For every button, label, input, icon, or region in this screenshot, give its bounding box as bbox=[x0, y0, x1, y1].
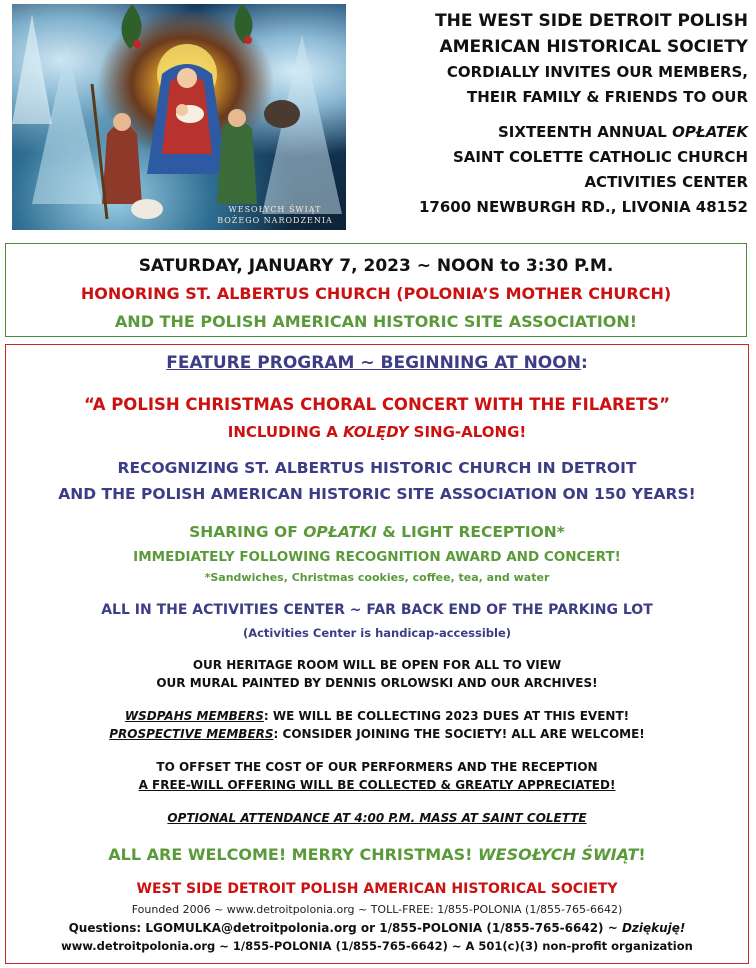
sharing-line bbox=[6, 523, 748, 541]
event-title bbox=[360, 120, 748, 145]
footer-questions bbox=[6, 921, 748, 935]
header-text bbox=[360, 8, 748, 220]
mass-line: OPTIONAL ATTENDANCE AT 4:00 P.M. MASS AT SAINT COLETTE bbox=[167, 811, 587, 825]
venue-line2: ACTIVITIES CENTER bbox=[584, 173, 748, 191]
welcome-bang: ! bbox=[638, 845, 646, 864]
program-heading bbox=[6, 353, 748, 373]
venue-line1: SAINT COLETTE CATHOLIC CHURCH bbox=[452, 148, 748, 166]
nativity-illustration bbox=[12, 4, 346, 230]
singalong-suffix: SING-ALONG! bbox=[408, 423, 527, 441]
sharing-word: OPŁATKI bbox=[303, 523, 377, 541]
footer-thanks: Dziękuję! bbox=[621, 921, 686, 935]
image-caption-line1: WESOŁYCH ŚWIĄT bbox=[228, 205, 322, 214]
welcome-text: ALL ARE WELCOME! MERRY CHRISTMAS! bbox=[108, 845, 478, 864]
program-heading-text: FEATURE PROGRAM ~ BEGINNING AT NOON bbox=[166, 353, 581, 373]
venue-address: 17600 NEWBURGH RD., LIVONIA 48152 bbox=[418, 198, 748, 216]
recognition-line1: RECOGNIZING ST. ALBERTUS HISTORIC CHURCH IN DETROIT bbox=[117, 459, 637, 477]
program-heading-colon: : bbox=[580, 353, 588, 373]
heritage-line1: OUR HERITAGE ROOM WILL BE OPEN FOR ALL TO VIEW bbox=[192, 658, 562, 672]
date-box bbox=[5, 243, 747, 337]
honoring-line: HONORING ST. ALBERTUS CHURCH (POLONIA’S MOTHER CHURCH) bbox=[80, 284, 672, 303]
members-text: : WE WILL BE COLLECTING 2023 DUES AT THIS EVENT! bbox=[263, 709, 630, 723]
nativity-scene-icon bbox=[12, 4, 346, 230]
prospective-text: : CONSIDER JOINING THE SOCIETY! ALL ARE WELCOME! bbox=[273, 727, 645, 741]
footer-org-name: WEST SIDE DETROIT POLISH AMERICAN HISTORICAL SOCIETY bbox=[136, 881, 618, 897]
welcome-polish: WESOŁYCH ŚWIĄT bbox=[478, 845, 639, 864]
image-caption-line2: BOŻEGO NARODZENIA bbox=[217, 216, 333, 225]
accessible-note: (Activities Center is handicap-accessible) bbox=[242, 626, 512, 640]
reception-footnote: *Sandwiches, Christmas cookies, coffee, tea, and water bbox=[204, 571, 550, 584]
footer-founded: Founded 2006 ~ www.detroitpolonia.org ~ TOLL-FREE: 1/855-POLONIA (1/855-765-6642) bbox=[131, 903, 623, 916]
event-prefix: SIXTEENTH ANNUAL bbox=[498, 123, 673, 141]
footer-questions-text: Questions: LGOMULKA@detroitpolonia.org or 1/855-POLONIA (1/855-765-6642) ~ bbox=[68, 921, 622, 935]
offset-line1: TO OFFSET THE COST OF OUR PERFORMERS AND THE RECEPTION bbox=[156, 760, 598, 774]
footer-web: www.detroitpolonia.org ~ 1/855-POLONIA (1/855-765-6642) ~ A 501(c)(3) non-profit organization bbox=[61, 939, 693, 953]
prospective-label: PROSPECTIVE MEMBERS bbox=[109, 727, 274, 741]
following-line: IMMEDIATELY FOLLOWING RECOGNITION AWARD AND CONCERT! bbox=[133, 549, 621, 565]
invite-line1: CORDIALLY INVITES OUR MEMBERS, bbox=[446, 63, 748, 81]
program-box bbox=[5, 344, 749, 964]
offset-line2: A FREE-WILL OFFERING WILL BE COLLECTED & GREATLY APPRECIATED! bbox=[138, 778, 616, 792]
sharing-prefix: SHARING OF bbox=[189, 523, 304, 541]
members-label: WSDPAHS MEMBERS bbox=[124, 709, 264, 723]
image-caption bbox=[210, 204, 340, 226]
singalong-word: KOLĘDY bbox=[343, 423, 409, 441]
singalong-line bbox=[6, 423, 748, 441]
sharing-suffix: & LIGHT RECEPTION* bbox=[376, 523, 565, 541]
invite-line2: THEIR FAMILY & FRIENDS TO OUR bbox=[467, 88, 748, 106]
event-date-time: SATURDAY, JANUARY 7, 2023 ~ NOON to 3:30 P.M. bbox=[138, 256, 614, 276]
heritage-line2: OUR MURAL PAINTED BY DENNIS ORLOWSKI AND OUR ARCHIVES! bbox=[156, 676, 598, 690]
concert-title: “A POLISH CHRISTMAS CHORAL CONCERT WITH THE FILARETS” bbox=[83, 395, 670, 414]
singalong-prefix: INCLUDING A bbox=[227, 423, 344, 441]
welcome-line bbox=[6, 845, 748, 864]
members-line bbox=[6, 709, 748, 723]
recognition-line2: AND THE POLISH AMERICAN HISTORIC SITE ASSOCIATION ON 150 YEARS! bbox=[58, 485, 696, 503]
association-line: AND THE POLISH AMERICAN HISTORIC SITE ASSOCIATION! bbox=[114, 312, 638, 331]
org-name-line1: THE WEST SIDE DETROIT POLISH bbox=[435, 11, 748, 31]
event-name: OPŁATEK bbox=[672, 123, 748, 141]
org-name-line2: AMERICAN HISTORICAL SOCIETY bbox=[439, 37, 748, 57]
location-line: ALL IN THE ACTIVITIES CENTER ~ FAR BACK END OF THE PARKING LOT bbox=[101, 602, 653, 618]
prospective-line bbox=[6, 727, 748, 741]
